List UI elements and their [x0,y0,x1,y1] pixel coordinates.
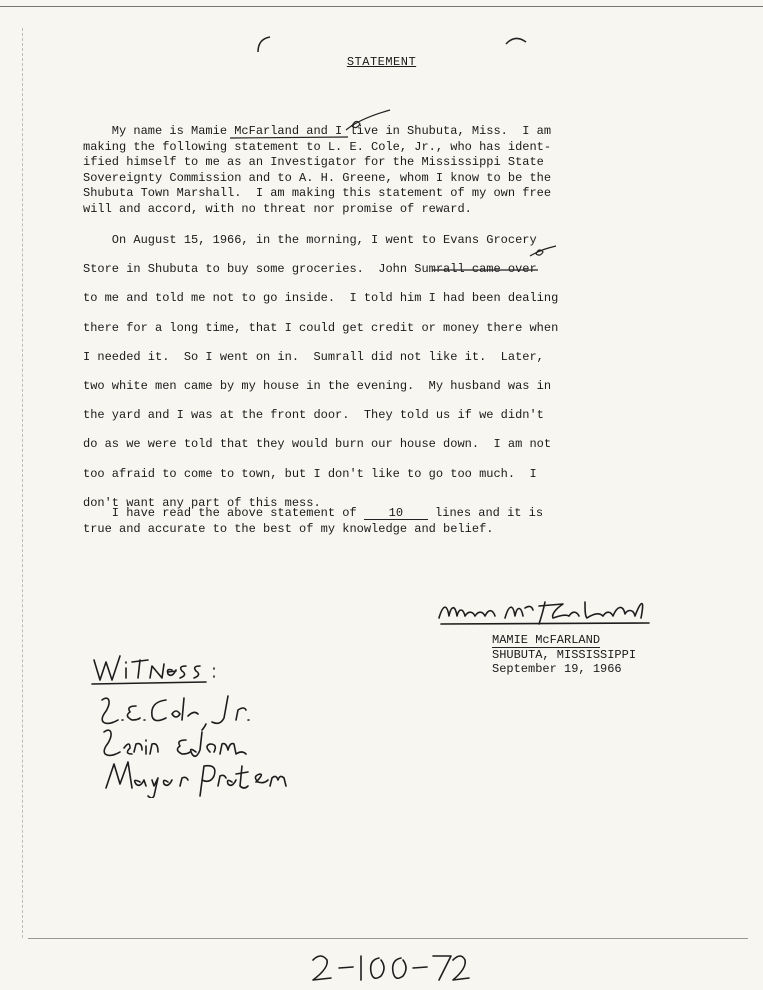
signer-block [492,633,636,676]
punch-mark-left [252,34,276,54]
attestation-paragraph [83,506,683,537]
bottom-edge-rule [28,938,748,939]
body-paragraph [83,226,683,518]
intro-line: will and accord, with no threat nor promise of reward. [83,201,472,216]
intro-line: making the following statement to L. E. Cole, Jr., who has ident- [83,139,552,154]
signer-name: MAMIE McFARLAND [492,633,601,647]
body-line: don't want any part of this mess. [83,495,321,510]
signer-signature [435,594,685,630]
sumrall-underline-mark [430,240,560,272]
body-line: Store in Shubuta to buy some groceries. John Sumrall came over [83,262,537,277]
top-edge-rule [0,6,763,7]
body-line: do as we were told that they would burn our house down. I am not [83,437,552,452]
left-margin-rule [22,28,23,938]
intro-line: ified himself to me as an Investigator for the Mississippi State [83,155,544,169]
intro-line: My name is Mamie McFarland and I live in Shubuta, Miss. I am [83,124,552,138]
punch-mark-right [503,32,529,48]
document-number-handwritten [305,948,475,984]
body-line: two white men came by my house in the evening. My husband was in [83,379,552,394]
intro-line: Shubuta Town Marshall. I am making this statement of my own free [83,186,552,200]
name-underline-mark [228,102,398,142]
attestation-line-2: true and accurate to the best of my knowledge and belief. [83,521,494,536]
body-line: there for a long time, that I could get credit or money there when [83,320,559,335]
document-title: STATEMENT [346,55,417,69]
signer-location: SHUBUTA, MISSISSIPPI [492,648,637,662]
attestation-line-1: I have read the above statement of 10 lines and it is [83,506,544,520]
body-line: I needed it. So I went on in. Sumrall did not like it. Later, [83,349,544,364]
body-line: On August 15, 1966, in the morning, I went to Evans Grocery [83,233,537,247]
body-line: the yard and I was at the front door. They told us if we didn't [83,408,544,423]
signer-date: September 19, 1966 [492,662,622,676]
line-count-field: 10 [364,507,428,520]
body-line: too afraid to come to town, but I don't like to go too much. I [83,466,537,481]
body-line: to me and told me not to go inside. I told him I had been dealing [83,291,559,306]
intro-line: Sovereignty Commission and to A. H. Greene, whom I know to be the [83,170,552,185]
witness-signatures [88,648,348,798]
